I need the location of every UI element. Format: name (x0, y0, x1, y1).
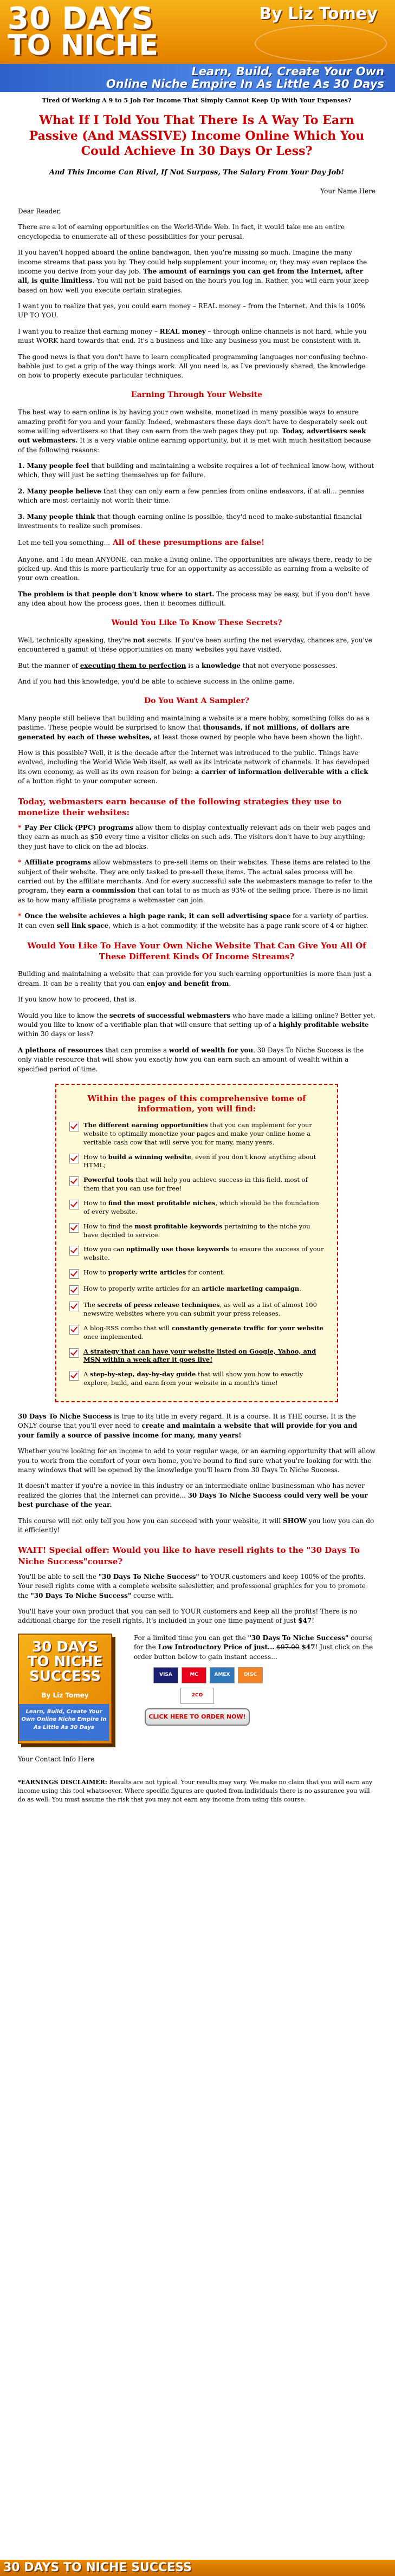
website-paragraph-1 (18, 408, 375, 455)
text-span-bold: constantly generate traffic for your website (171, 1324, 323, 1332)
text-span: How you can (83, 1245, 127, 1253)
feature-item (69, 1222, 324, 1240)
text-span: . 30 Days To Niche Success is the only viable resource that will show you exactly how you can earn such an amount of wealth within a specified period of time. (18, 1046, 364, 1073)
text-span: for a variety of parties. It can even (18, 912, 369, 929)
text-span: But the manner of (18, 661, 80, 669)
order-text (134, 1634, 375, 1662)
special-offer-paragraph-2 (18, 1607, 375, 1626)
feature-item (69, 1176, 324, 1193)
text-span: of a button right to your computer screen. (18, 777, 158, 785)
checkbox-checked-icon (69, 1325, 79, 1335)
feature-text (83, 1269, 225, 1277)
text-span-bold: Today, advertisers seek out webmasters. (18, 427, 366, 445)
secrets-paragraph-1 (18, 636, 375, 655)
text-span-bold: step-by-step, day-by-day guide (89, 1370, 196, 1378)
text-span: allow webmasters to pre-sell items on their websites. These items are related to the subject of their website. They are only tasked to pre-sell these items. The actual sales process will be carried out by the affiliate merchants. And for every successful sale the webmasters manage to refer to the program, they (18, 858, 373, 895)
intro-paragraph-4 (18, 327, 375, 346)
text-span-bold: article marketing campaign (202, 1285, 300, 1293)
secrets-paragraph-2 (18, 661, 375, 671)
text-span-red: All of these presumptions are false! (110, 538, 265, 548)
reason-2 (18, 487, 375, 506)
amex-card-icon: AMEX (210, 1667, 235, 1683)
special-offer-title: WAIT! Special offer: Would you like to have resell rights to the "30 Days To Niche Success"course? (18, 1545, 360, 1566)
website-paragraph-2: Anyone, and I do mean ANYONE, can make a living online. The opportunities are always there, ready to be picked up. And this is more particularly true for an opportunity as accessible as earning from a website of your own creation. (18, 555, 372, 582)
text-span-bold: Pay Per Click (PPC) programs (24, 824, 133, 832)
checkbox-checked-icon (69, 1371, 79, 1381)
feature-text (83, 1121, 324, 1147)
old-price: $97.00 (276, 1643, 300, 1651)
niche-paragraph-1 (18, 970, 375, 988)
checkbox-checked-icon (69, 1122, 79, 1131)
ebook-tagline: Learn, Build, Create Your Own Online Niche Empire In As Little As 30 Days (19, 1704, 109, 1741)
text-span: pertaining to the niche you have decided to service. (83, 1222, 310, 1239)
text-span: – through online channels is not hard, while you must WORK hard towards that end. It's a business and like any business you must be consistent with it. (18, 327, 367, 345)
checkbox-checked-icon (69, 1348, 79, 1358)
header-banner (0, 0, 395, 92)
new-price: $47 (299, 1643, 315, 1651)
false-presumptions (18, 537, 375, 548)
text-span: is true to its title in every regard. It is a course. It is THE course. It is the ONLY course that you'll ever need to (18, 1413, 357, 1430)
text-span: course for the (134, 1634, 373, 1651)
text-span: You'll be able to sell the (18, 1572, 99, 1580)
checkbox-checked-icon (69, 1269, 79, 1279)
text-span-bold: Affiliate programs (24, 858, 91, 867)
feature-item (69, 1285, 324, 1295)
header-author: By Liz Tomey (259, 4, 378, 23)
text-span: to YOUR customers and keep 100% of the profits. Your resell rights come with a complete website salesletter, and professional graphics for you to promote the (18, 1572, 366, 1599)
star-bullet-icon: * (18, 824, 22, 832)
intro-paragraph-3: I want you to realize that yes, you could earn money – REAL money – from the Internet. And this is 100% UP TO YOU. (18, 302, 365, 320)
header-tagline-1: Learn, Build, Create Your Own (191, 65, 384, 78)
text-span-bold: sell link space (56, 921, 109, 929)
after-box-paragraph-4 (18, 1517, 375, 1536)
text-span: that though earning online is possible, they'd need to make substantial financial investments to realize such promises. (18, 512, 362, 530)
niche-paragraph-3 (18, 1011, 375, 1039)
text-span-bold: optimally use those keywords (126, 1245, 230, 1253)
text-span: . (229, 979, 231, 987)
text-span-bold: REAL money (159, 327, 206, 335)
text-span: that they can only earn a few pennies from online endeavors, if at all... pennies which are most certainly not worth their time. (18, 487, 365, 505)
text-span: who have made a killing online? Better yet, would you like to know of a verifiable plan that will ensure that setting up of a (18, 1011, 375, 1029)
feature-text (83, 1222, 324, 1240)
strategy-bullet-affiliate (18, 858, 375, 905)
after-box-paragraph-1 (18, 1412, 375, 1440)
text-span: , as well as a list of almost 100 newswire websites where you can submit your press releases. (83, 1301, 317, 1317)
feature-text (83, 1324, 324, 1342)
main-content (18, 96, 375, 1811)
text-span-bold: enjoy and benefit from (146, 979, 229, 987)
checkbox-checked-icon (69, 1176, 79, 1186)
text-span-bold: A plethora of resources (18, 1046, 103, 1054)
text-span-bold: world of wealth for you (169, 1046, 254, 1054)
special-offer-paragraph-1 (18, 1572, 375, 1601)
text-span: How to (83, 1269, 108, 1277)
checkbox-checked-icon (69, 1285, 79, 1295)
niche-paragraph-4 (18, 1046, 375, 1074)
feature-text (83, 1176, 324, 1193)
niche-paragraph-2: If you know how to proceed, that is. (18, 996, 137, 1004)
feature-item (69, 1301, 324, 1318)
text-span: that you can implement for your website to optimally monetize your pages and make your online home a veritable cash cow that will serve you for many, many years. (83, 1121, 312, 1146)
greeting: Dear Reader, (18, 207, 61, 215)
after-box-paragraph-3 (18, 1481, 375, 1510)
earnings-disclaimer (18, 1778, 375, 1804)
header-tagline-2: Online Niche Empire In As Little As 30 Days (106, 77, 384, 90)
text-span-bold: Powerful tools (83, 1176, 134, 1184)
feature-text (83, 1301, 324, 1318)
order-section (18, 1634, 375, 1744)
text-span: You will not be paid based on the hours you log in. Rather, you will earn your keep based on how well you execute certain strategies. (18, 277, 369, 294)
text-span-bold: knowledge (202, 661, 241, 669)
section-title-own-niche: Would You Like To Have Your Own Niche Website That Can Give You All Of These Different Kinds Of Income Streams? (27, 940, 366, 962)
feature-text (83, 1153, 324, 1170)
text-span-bold: 3. Many people think (18, 512, 95, 521)
text-span: once implemented. (83, 1332, 144, 1341)
text-span: that building and maintaining a website requires a lot of technical know-how, without which, they will just be setting themselves up for failure. (18, 462, 374, 479)
text-span: course with. (131, 1591, 174, 1599)
text-span: A (83, 1370, 90, 1378)
checkbox-checked-icon (69, 1246, 79, 1256)
text-span-bold: executing them to perfection (80, 661, 186, 669)
text-span: , even if you don't know anything about HTML; (83, 1153, 316, 1169)
feature-item (69, 1269, 324, 1279)
header-ornament-icon (255, 25, 387, 62)
text-span: , which is a hot commodity, if the website has a page rank score of 4 or higher. (108, 921, 368, 929)
text-span: Building and maintaining a website that can provide for you such earning opportunities is more than just a dream. It can be a reality that you can (18, 970, 372, 987)
feature-text (83, 1199, 324, 1217)
text-span-bold: 1. Many people feel (18, 462, 89, 470)
strategy-bullet-adspace (18, 912, 375, 931)
text-span-bold: 30 Days To Niche Success (18, 1413, 112, 1421)
text-span-bold: secrets of successful webmasters (109, 1011, 231, 1019)
intro-paragraph-2 (18, 248, 375, 295)
text-span: is a (186, 661, 202, 669)
text-span: How to (83, 1199, 108, 1207)
text-span: Would you like to know the (18, 1011, 109, 1019)
text-span-bold: 2. Many people believe (18, 487, 101, 495)
processor-logo (180, 1688, 375, 1704)
star-bullet-icon: * (18, 912, 22, 920)
subheadline: And This Income Can Rival, If Not Surpass, The Salary From Your Day Job! (49, 168, 345, 177)
section-title-website: Earning Through Your Website (131, 390, 263, 399)
discover-card-icon: DISC (238, 1667, 263, 1683)
sampler-paragraph-2 (18, 749, 375, 786)
feature-text (83, 1285, 301, 1293)
order-box (134, 1634, 375, 1744)
reason-1 (18, 461, 375, 480)
text-span-bold: find the most profitable niches (108, 1199, 216, 1207)
text-span-bold: earn a commission (67, 887, 136, 895)
ebook-title: 30 DAYS TO NICHE SUCCESS (27, 1638, 103, 1685)
text-span: for content. (186, 1269, 225, 1277)
features-list (69, 1121, 324, 1388)
checkbox-checked-icon (69, 1302, 79, 1311)
text-span-bold: thousands, if not millions, of dollars are generated by each of these websites, (18, 724, 349, 741)
feature-text (83, 1348, 324, 1365)
header-title-line1: 30 DAYS (8, 1, 154, 36)
text-span-bold: Once the website achieves a high page rank, it can sell advertising space (24, 912, 291, 920)
text-span: that not everyone possesses. (241, 661, 338, 669)
text-span-bold: The problem is that people don't know where to start. (18, 590, 215, 598)
sampler-paragraph-1 (18, 714, 375, 742)
text-span: ! (312, 1617, 315, 1625)
text-span: The best way to earn online is by having your own website, monetized in many possible ways to ensure amazing profit for you and your family. Indeed, webmasters these days don't have to desperately seek out some willing advertisers so that they can earn from the web pages they put up. (18, 408, 367, 435)
section-title-sampler: Do You Want A Sampler? (144, 696, 249, 705)
text-span-bold: not (133, 636, 145, 644)
text-span: Let me tell you something... (18, 539, 111, 547)
text-span-bold: secrets of press release techniques (97, 1301, 220, 1309)
text-span: It is a very viable online earning opportunity, but it is met with much hesitation because of the following reasons: (18, 437, 371, 454)
text-span-bold: "30 Days To Niche Success" (30, 1591, 132, 1599)
features-box-title: Within the pages of this comprehensive tome of information, you will find: (87, 1093, 306, 1114)
order-now-button[interactable]: CLICK HERE TO ORDER NOW! (145, 1708, 250, 1726)
checkbox-checked-icon (69, 1200, 79, 1209)
text-span: , which should be the foundation of every website. (83, 1199, 319, 1215)
checkbox-checked-icon (69, 1154, 79, 1163)
text-span: You'll have your own product that you can sell to YOUR customers and keep all the profits! There is no additional charge for the resell rights. It's included in your one time payment of just (18, 1607, 358, 1625)
text-span: Many people still believe that building and maintaining a website is a mere hobby, something folks do as a pastime. These people would be surprised to know that (18, 714, 370, 732)
text-span-bold: SHOW (283, 1517, 307, 1525)
reason-3 (18, 512, 375, 531)
text-span: The process may be easy, but if you don't have any idea about how the process goes, then it becomes difficult. (18, 590, 370, 608)
text-span-bold: a carrier of information deliverable with a click (195, 767, 368, 776)
text-span-bold: create and maintain a website that will provide for you and your family a source of passive income for many, many years! (18, 1422, 358, 1439)
text-span-bold: The different earning opportunities (83, 1121, 208, 1129)
ebook-cover-image (18, 1634, 112, 1744)
strategy-bullet-ppc (18, 823, 375, 851)
text-span: . (299, 1285, 301, 1293)
secrets-paragraph-3: And if you had this knowledge, you'd be able to achieve success in the online game. (18, 678, 295, 686)
after-box-paragraph-2: Whether you're looking for an income to add to your regular wage, or an earning opportunity that will allow you to work from the comfort of your own home, you're bound to find sure what you're looking for with the many windows that will be opened by the knowledge you'll learn from 30 Days To Niche Success. (18, 1447, 375, 1474)
text-span-bold: "30 Days To Niche Success" (248, 1634, 349, 1642)
header-title-line2: TO NICHE (8, 29, 158, 62)
text-span: at least those owned by people who have been shown the light. (151, 733, 363, 741)
text-span: If you haven't hopped aboard the online bandwagon, then you're missing so much. Imagine the many income streams that pass you by. They could help supplement your income; or, they may even replace the income you derive from your day job. (18, 249, 367, 275)
text-span: to ensure the success of your website. (83, 1245, 324, 1262)
text-span-bold: most profitable keywords (134, 1222, 223, 1230)
text-span: I want you to realize that earning money – (18, 327, 160, 335)
text-span: allow them to display contextually relevant ads on their web pages and they earn as much as $50 every time a visitor clicks on such ads. The visitors don't have to buy anything; they just have to click on the ad blocks. (18, 824, 371, 850)
text-span-bold: *EARNINGS DISCLAIMER: (18, 1779, 107, 1786)
text-span-bold: A strategy that can have your website listed on Google, Yahoo, and MSN within a week after it goes live! (83, 1347, 316, 1364)
ebook-author: By Liz Tomey (41, 1691, 89, 1699)
text-span: How is this possible? Well, it is the decade after the Internet was introduced to the public. Things have evolved, including the World Wide Web itself, as well as its intricate network of channels. It has developed its own economy, as well as its own reason for being: (18, 749, 370, 776)
text-span-bold: highly profitable website (279, 1021, 369, 1029)
text-span: that will help you achieve success in this field, most of them that you can use for free! (83, 1176, 308, 1193)
text-span: This course will not only tell you how you can succeed with your website, it will (18, 1517, 283, 1525)
contact-info: Your Contact Info Here (18, 1755, 95, 1763)
feature-text (83, 1245, 324, 1263)
text-span: that can total to as much as 93% of the selling price. There is no limit as to how many affiliate programs a webmaster can join. (18, 887, 368, 904)
text-span: Results are not typical. Your results may vary. We make no claim that you will earn any income using this tool whatsoever. Where specific figures are quoted from individuals there is no assurance you will do as well. You must assume the risk that you may not earn any income from using this course. (18, 1779, 373, 1804)
top-question: Tired Of Working A 9 to 5 Job For Income That Simply Cannot Keep Up With Your Expenses? (42, 97, 352, 104)
website-paragraph-3 (18, 590, 375, 609)
feature-item (69, 1153, 324, 1170)
footer-title: 30 DAYS TO NICHE SUCCESS (3, 2561, 192, 2574)
text-span: Well, technically speaking, they're (18, 636, 133, 644)
text-span-bold: "30 Days To Niche Success" (98, 1572, 199, 1580)
text-span: It doesn't matter if you're a novice in this industry or an intermediate online businessman who has never realized the glories that the Internet can provide... (18, 1482, 365, 1499)
text-span: How to properly write articles for an (83, 1285, 202, 1293)
text-span: For a limited time you can get the (134, 1634, 248, 1642)
author-name: Your Name Here (320, 187, 375, 195)
text-span: secrets. If you've been surfing the net everyday, chances are, you've encountered a gamut of these opportunities on many websites you have visited. (18, 636, 372, 654)
text-span-bold: properly write articles (108, 1269, 186, 1277)
section-title-secrets: Would You Like To Know These Secrets? (111, 618, 282, 627)
feature-item (69, 1370, 324, 1388)
intro-paragraph-5: The good news is that you don't have to learn complicated programming languages nor confusing techno-babble just to get a grip of the way things work. All you need is, as I've previously shared, the knowledge on how to properly execute particular techniques. (18, 353, 368, 380)
text-span-bold: The amount of earnings you can get from the Internet, after all, is quite limitless. (18, 267, 364, 285)
feature-item (69, 1199, 324, 1217)
text-span: A blog-RSS combo that will (83, 1324, 172, 1332)
main-headline: What If I Told You That There Is A Way To Earn Passive (And MASSIVE) Income Online Which You Could Achieve In 30 Days Or Less? (29, 113, 365, 159)
checkbox-checked-icon (69, 1223, 79, 1233)
feature-item (69, 1324, 324, 1342)
feature-item (69, 1245, 324, 1263)
text-span: How to find the (83, 1222, 135, 1230)
text-span-bold: build a winning website (108, 1153, 191, 1161)
feature-item (69, 1121, 324, 1147)
star-bullet-icon: * (18, 858, 22, 867)
text-span: that can promise a (103, 1046, 169, 1054)
section-title-strategies: Today, webmasters earn because of the following strategies they use to monetize their websites: (18, 796, 342, 817)
payment-cards (153, 1667, 375, 1683)
visa-card-icon: VISA (153, 1667, 178, 1683)
footer-banner (0, 2560, 395, 2576)
text-span: ! Just click on the order button below to gain instant access... (134, 1643, 373, 1661)
text-span: The (83, 1301, 98, 1309)
intro-paragraph-1: There are a lot of earning opportunities on the World-Wide Web. In fact, it would take me an entire encyclopedia to enumerate all of these possibilities for your perusal. (18, 223, 345, 240)
feature-item (69, 1348, 324, 1365)
text-span: How to (83, 1153, 108, 1161)
twocheckout-logo-icon: 2CO (180, 1688, 214, 1704)
text-span: you how you can do it efficiently! (18, 1517, 374, 1534)
text-span-bold: $47 (298, 1617, 312, 1625)
text-span: within 30 days or less? (18, 1030, 94, 1038)
feature-text (83, 1370, 324, 1388)
text-span-bold: 30 Days To Niche Success could very well be your best purchase of the year. (18, 1491, 368, 1509)
features-box (55, 1084, 338, 1402)
text-span: that will show you how to exactly explore, build, and earn from your website in a month's time! (83, 1370, 303, 1387)
mastercard-icon: MC (182, 1667, 206, 1683)
text-span-bold: Low Introductory Price of just... (158, 1643, 275, 1651)
